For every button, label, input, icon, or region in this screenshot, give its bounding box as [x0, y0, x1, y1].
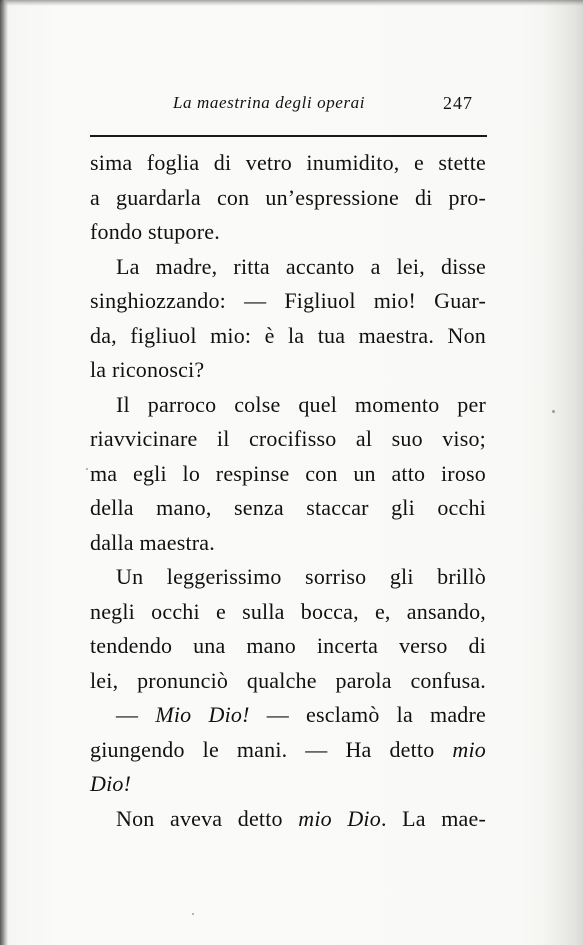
text-run: a guardarla con un’espressione di pro-: [90, 184, 486, 210]
text-line: [90, 526, 486, 561]
text-run: Un leggerissimo sorriso gli brillò: [116, 564, 486, 589]
text-line: [90, 629, 486, 664]
text-line: [90, 802, 486, 837]
text-line: [90, 215, 486, 250]
italic-text-run: mio Dio: [298, 805, 381, 831]
page-top-edge-shadow: [0, 0, 583, 6]
text-line: [90, 560, 486, 595]
page-number: 247: [443, 93, 473, 113]
text-run: sima foglia di vetro inumidito, e stette: [90, 150, 486, 175]
text-run: negli occhi e sulla bocca, e, ansando,: [90, 598, 486, 624]
paper-speck: [86, 468, 88, 470]
text-line: [90, 664, 486, 699]
text-run: lei, pronunciò qualche parola confusa.: [90, 667, 486, 693]
paper-speck: [192, 913, 194, 915]
text-line: [90, 284, 486, 319]
page-right-edge-shadow: [543, 0, 583, 945]
text-run: ma egli lo respinse con un atto iroso: [90, 460, 486, 486]
text-line: [90, 250, 486, 285]
body-text: [90, 146, 486, 836]
text-run: da, figliuol mio: è la tua maestra. Non: [90, 322, 486, 348]
text-run: — esclamò la madre: [249, 702, 486, 727]
text-line: [90, 457, 486, 492]
text-run: riavvicinare il crocifisso al suo viso;: [90, 426, 486, 451]
text-line: [90, 422, 486, 457]
text-run: Il parroco colse quel momento per: [116, 391, 486, 417]
text-line: [90, 698, 486, 733]
text-line: [90, 491, 486, 526]
text-line: [90, 319, 486, 354]
text-run: la riconosci?: [90, 357, 205, 382]
text-run: fondo stupore.: [90, 219, 220, 244]
text-run: —: [116, 702, 156, 727]
running-header: [90, 88, 485, 128]
header-rule: [90, 135, 487, 137]
text-run: della mano, senza staccar gli occhi: [90, 495, 486, 520]
text-line: [90, 595, 486, 630]
text-line: [90, 181, 486, 216]
text-run: dalla maestra.: [90, 529, 215, 555]
italic-text-run: mio: [452, 736, 486, 762]
text-line: [90, 353, 486, 388]
text-line: [90, 146, 486, 181]
text-run: La madre, ritta accanto a lei, disse: [116, 253, 486, 279]
text-run: singhiozzando: — Figliuol mio! Guar-: [90, 288, 486, 313]
italic-text-run: Mio Dio!: [155, 702, 250, 727]
page-binding-edge: [0, 0, 8, 945]
text-run: . La mae-: [380, 805, 487, 831]
text-line: [90, 388, 486, 423]
text-line: [90, 733, 486, 768]
text-line: [90, 767, 486, 802]
italic-text-run: Dio!: [90, 771, 132, 796]
text-run: Non aveva detto: [116, 805, 299, 831]
text-run: giungendo le mani. — Ha detto: [90, 736, 453, 762]
running-title: La maestrina degli operai: [173, 93, 366, 112]
text-run: tendendo una mano incerta verso di: [90, 633, 486, 658]
paper-speck: [552, 410, 555, 413]
